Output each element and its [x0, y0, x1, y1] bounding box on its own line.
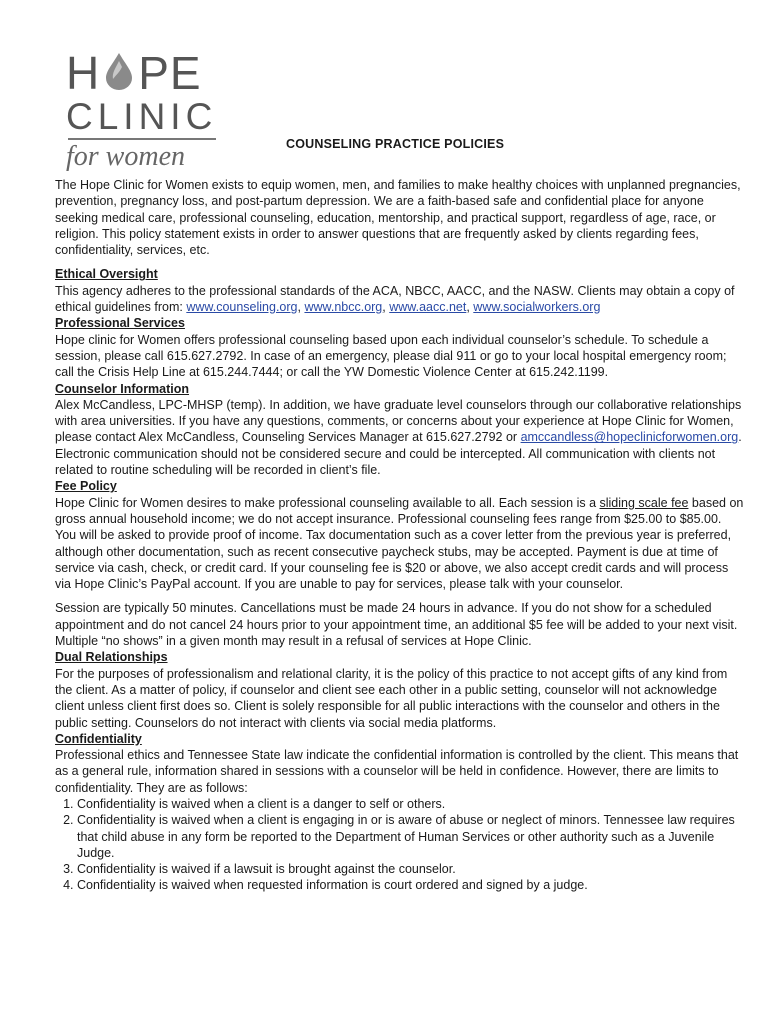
logo-rule — [68, 138, 216, 140]
logo-clinic: CLINIC — [66, 96, 218, 137]
confidentiality-list — [55, 796, 745, 894]
hope-clinic-logo — [66, 47, 226, 172]
heading-professional-services: Professional Services — [55, 316, 185, 331]
counselor-text: Alex McCandless, LPC-MHSP (temp). In addition, we have graduate level counselors through our collaborative relationships with area universities. If you have any questions, comments, or concerns about your experience at Hope Clinic for Women, please contact Alex McCandless, Counseling Services Manager at 615.627.2792 or — [55, 397, 742, 445]
intro-paragraph: The Hope Clinic for Women exists to equip women, men, and families to make healthy choices with unplanned pregnancies, prevention, pregnancy loss, and post-partum depression. We are a faith-based safe and confidential place for anyone seeking medical care, professional counseling, education, mentorship, and practical support, regardless of age, race, or religion. This policy statement exists in order to answer questions that are frequently asked by clients regarding fees, confidentiality, services, etc. — [55, 178, 741, 258]
dual-paragraph: For the purposes of professionalism and relational clarity, it is the policy of this practice to not accept gifts of any kind from the client. As a matter of policy, if counselor and client see each other in a public setting, counselor will not acknowledge client unless client first does so. Client is solely responsible for all public interactions with the counselor and others in the public setting. Counselors do not interact with clients via social media platforms. — [55, 666, 728, 730]
heading-confidentiality: Confidentiality — [55, 731, 142, 746]
fee-text-before: Hope Clinic for Women desires to make professional counseling available to all. Each session is a — [55, 495, 600, 510]
ethical-paragraph: This agency adheres to the professional standards of the ACA, NBCC, AACC, and the NASW. Clients may obtain a copy of ethical guidelines from: www.counseling.org, www.nbcc.org, www.aacc.net, www.socialworkers.org — [55, 283, 735, 315]
fee-paragraph — [55, 495, 745, 593]
professional-paragraph: Hope clinic for Women offers professional counseling based upon each individual counselor’s schedule. To schedule a session, please call 615.627.2792. In case of an emergency, please dial 911 or go to your local hospital emergency room; call the Crisis Help Line at 615.244.7444; or call the YW Domestic Violence Center at 615.242.1199. — [55, 332, 727, 380]
counselor-paragraph — [55, 397, 745, 478]
logo-drop-icon — [102, 51, 136, 91]
heading-ethical-oversight: Ethical Oversight — [55, 267, 158, 282]
counselor-email-link[interactable]: amccandless@hopeclinicforwomen.org — [520, 430, 739, 445]
heading-fee-policy: Fee Policy — [55, 479, 117, 494]
heading-counselor-information: Counselor Information — [55, 381, 190, 396]
session-paragraph: Session are typically 50 minutes. Cancellations must be made 24 hours in advance. If you do not show for a scheduled appointment and do not cancel 24 hours prior to your appointment time, an additional $5 fee will be added to your next visit. Multiple “no shows” in a given month may result in a refusal of services at Hope Clinic. — [55, 601, 738, 649]
logo-hope-wordmark — [66, 47, 202, 99]
list-item: 3. Confidentiality is waived if a lawsuit is brought against the counselor. — [77, 861, 745, 877]
confidentiality-paragraph: Professional ethics and Tennessee State law indicate the confidential information is controlled by the client. This means that as a general rule, information shared in sessions with a counselor will be held in confidence. However, there are limits to confidentiality. They are as follows: — [55, 748, 739, 795]
policy-body — [55, 177, 745, 894]
list-item: 1. Confidentiality is waived when a client is a danger to self or others. — [77, 796, 745, 812]
logo-pe: PE — [138, 47, 202, 99]
logo-h: H — [66, 47, 101, 99]
ethical-text: This agency adheres to the professional standards of the ACA, NBCC, AACC, and the NASW. Clients may obtain a copy of ethical guidelines from: — [55, 283, 735, 315]
link-aacc[interactable]: www.aacc.net — [389, 300, 467, 315]
page-title: COUNSELING PRACTICE POLICIES — [286, 137, 505, 151]
link-counseling[interactable]: www.counseling.org — [186, 300, 298, 315]
list-item: 2. Confidentiality is waived when a client is engaging in or is aware of abuse or neglect of minors. Tennessee law requires that child abuse in any form be reported to the Department of Human Services or other authority such as a Juvenile Judge. — [77, 812, 745, 861]
fee-text-after: based on gross annual household income; we do not accept insurance. Professional counseling fees range from $25.00 to $85.00. You will be asked to provide proof of income. Tax documentation such as a cover letter from the previous year is preferred, although other documentation, such as recent consecutive paycheck stubs, may be accepted. Payment is due at time of service via cash, check, or credit card. If your counseling fee is $20 or above, we also accept credit cards and will process via Hope Clinic’s PayPal account. If you are unable to pay for services, please talk with your counselor. — [55, 495, 744, 592]
link-socialworkers[interactable]: www.socialworkers.org — [473, 300, 601, 315]
list-item: 4. Confidentiality is waived when requested information is court ordered and signed by a judge. — [77, 877, 745, 893]
counselor-text-after: . Electronic communication should not be considered secure and could be intercepted. All communication with clients not related to routine scheduling will be recorded in client’s file. — [55, 430, 742, 478]
logo-tagline: for women — [66, 141, 185, 172]
sliding-scale-term: sliding scale fee — [599, 495, 689, 510]
heading-dual-relationships: Dual Relationships — [55, 650, 168, 665]
link-nbcc[interactable]: www.nbcc.org — [304, 300, 383, 315]
